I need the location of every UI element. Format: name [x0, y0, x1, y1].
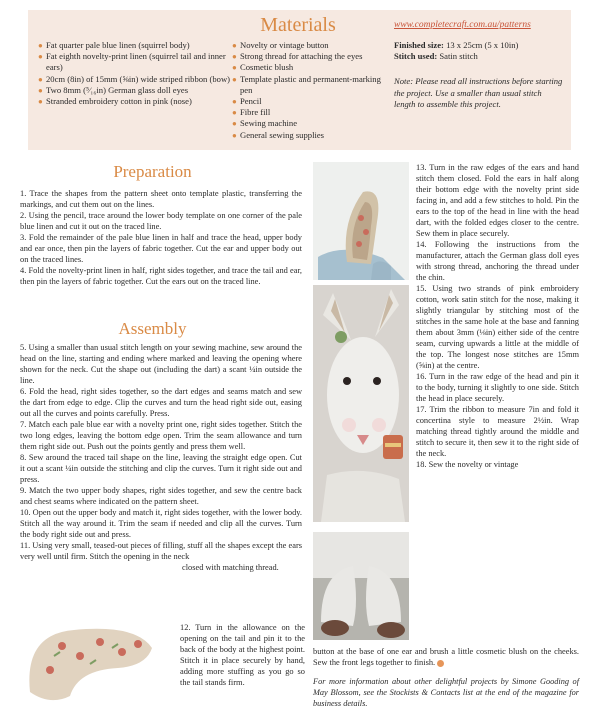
step-2: 2. Using the pencil, trace around the lower body template on one corner of the pale blue linen and cut it out on the traced line.	[20, 211, 302, 231]
bullet-icon: ●	[38, 41, 43, 50]
list-item: ● 20cm (8in) of 15mm (⅝in) wide striped ribbon (bow)	[38, 73, 231, 84]
list-item: ● Fat eighth novelty-print linen (squirrel tail and inner ears)	[38, 51, 226, 73]
list-item: ● Novelty or vintage button	[232, 40, 329, 50]
materials-title: Materials	[260, 14, 336, 36]
bullet-icon: ●	[38, 74, 43, 84]
list-item: ● Two 8mm (⁵⁄₁₆in) German glass doll eyes	[38, 84, 189, 95]
materials-list-1	[38, 40, 233, 107]
step-7: 7. Match each pale blue ear with a novelty print one, right sides together. Stitch the two long edges, leaving the bottom edge open. Trim the seam allowance and turn them right side out. Push out the points gently and press them well.	[20, 420, 302, 451]
bullet-icon: ●	[38, 97, 43, 107]
step-5: 5. Using a smaller than usual stitch length on your sewing machine, sew around the head on the line, starting and ending where marked and leaving the opening where shown for the neck. Cut the shape out (including the dart) a scant ¼in outside the line.	[20, 343, 302, 385]
bullet-icon: ●	[232, 119, 237, 129]
preparation-heading: Preparation	[113, 162, 192, 181]
list-item: ● Template plastic and permanent-marking pen	[232, 73, 381, 95]
step-11-cont: closed with matching thread.	[182, 563, 279, 572]
step-18: 18. Sew the novelty or vintage	[416, 460, 519, 469]
pattern-link[interactable]: www.completecraft.com.au/patterns	[394, 20, 531, 30]
stitch-used: Stitch used: Satin stitch	[394, 51, 478, 62]
step-18-cont: button at the base of one ear and brush a little cosmetic blush on the cheeks. Sew the front legs together to finish.	[313, 647, 579, 667]
bullet-icon: ●	[232, 130, 237, 140]
list-item: ● Fibre fill	[232, 107, 271, 118]
project-specs	[394, 40, 564, 110]
bullet-icon: ●	[232, 74, 237, 84]
step-1: 1. Trace the shapes from the pattern sheet onto template plastic, transferring the markings, and cut them out on the lines.	[20, 189, 302, 209]
list-item: ● Pencil	[232, 96, 262, 107]
step-12: 12. Turn in the allowance on the opening on the tail and pin it to the back of the body at the highest point. Stitch it in place securely by hand, adding more stuffing as you go so the tail stands firm.	[180, 623, 305, 687]
step-14: 14. Following the instructions from the manufacturer, attach the German glass doll eyes with strong thread, anchoring the thread under the chin.	[416, 240, 579, 282]
list-item: ● General sewing supplies	[232, 129, 325, 140]
preparation-steps	[20, 188, 302, 287]
list-item: ● Stranded embroidery cotton in pink (nose)	[38, 96, 192, 107]
list-item: ● Sewing machine	[232, 118, 298, 129]
materials-list-2	[232, 40, 392, 141]
materials-panel	[28, 10, 571, 150]
end-mark-icon	[437, 660, 444, 667]
step-16: 16. Turn in the raw edge of the head and pin it to the body, turning it slightly to one side. Stitch the head in place securely.	[416, 372, 579, 403]
step-13: 13. Turn in the raw edges of the ears and hand stitch them closed. Fold the ears in half along their bottom edge with the novelty print side facing in, and add a few stitches to hold. Pin the ears to the top of the head in line with the head dart, with the folded edges closer to the centre. Sew them in place securely.	[416, 163, 579, 238]
squirrel-head-photo	[313, 285, 409, 522]
bullet-icon: ●	[232, 63, 237, 73]
ear-photo	[313, 162, 409, 280]
assembly-steps	[20, 342, 302, 573]
instructions-note: Note: Please read all instructions before starting the project. Use a smaller than usual stitch length to assemble this project.	[394, 76, 563, 109]
step-10: 10. Open out the upper body and match it, right sides together, with the lower body. Stitch all the way around it. Trim the seam if needed and clip all the curves. Turn the body right side out and press.	[20, 508, 302, 539]
list-item: ● Strong thread for attaching the eyes	[232, 51, 363, 62]
bullet-icon: ●	[232, 41, 237, 50]
list-item: ● Cosmetic blush	[232, 62, 294, 73]
step-8: 8. Sew around the traced tail shape on the line, leaving the straight edge open. Cut it out a scant ¼in outside the stitching and clip the curves. Turn it right side out and press.	[20, 453, 302, 484]
right-steps	[416, 162, 579, 470]
finished-size: Finished size: 13 x 25cm (5 x 10in)	[394, 40, 519, 50]
bullet-icon: ●	[232, 52, 237, 62]
assembly-heading: Assembly	[118, 319, 187, 338]
step-6: 6. Fold the head, right sides together, so the dart edges and seams match and sew the dart from edge to edge. Clip the curves and turn the head right side out, easing out all the curves and points carefully. Press.	[20, 387, 302, 418]
step-3: 3. Fold the remainder of the pale blue linen in half and trace the head, upper body and ear once, then pin the layers of fabric together. Cut the ear and upper body out on the traced lines.	[20, 233, 302, 264]
step-17: 17. Trim the ribbon to measure 7in and fold it concertina style to measure 2½in. Wrap matching thread tightly around the middle and stitch to secure it, then sew it to the right side of the neck.	[416, 405, 579, 458]
step-11: 11. Using very small, teased-out pieces of filling, stuff all the shapes except the ears very well until firm. Stitch the opening in the neck	[20, 541, 302, 561]
step-4: 4. Fold the novelty-print linen in half, right sides together, and trace the tail and ear, then pin the layers of fabric together. Cut the ears out on the traced line.	[20, 266, 302, 286]
step-15: 15. Using two strands of pink embroidery cotton, work satin stitch for the nose, making it slightly triangular by stitching most of the stitches in the same hole at the base and fanning them about 3mm (⅛in) either side of the centre seam, curving upwards a little at the middle of the top. The longest nose stitches are 15mm (⅝in) at the centre.	[416, 284, 579, 370]
bullet-icon: ●	[232, 97, 237, 107]
list-item: ● Fat quarter pale blue linen (squirrel body)	[38, 40, 190, 50]
bullet-icon: ●	[38, 52, 43, 62]
bullet-icon: ●	[232, 108, 237, 118]
bullet-icon: ●	[38, 85, 43, 95]
tail-photo	[20, 608, 174, 708]
step-9: 9. Match the two upper body shapes, right sides together, and sew the centre back and chest seams where indicated on the pattern sheet.	[20, 486, 302, 506]
paws-photo	[313, 532, 409, 640]
footer-note: For more information about other delightful projects by Simone Gooding of May Blossom, see the Stockists & Contacts list at the end of the magazine for business details.	[313, 677, 579, 708]
